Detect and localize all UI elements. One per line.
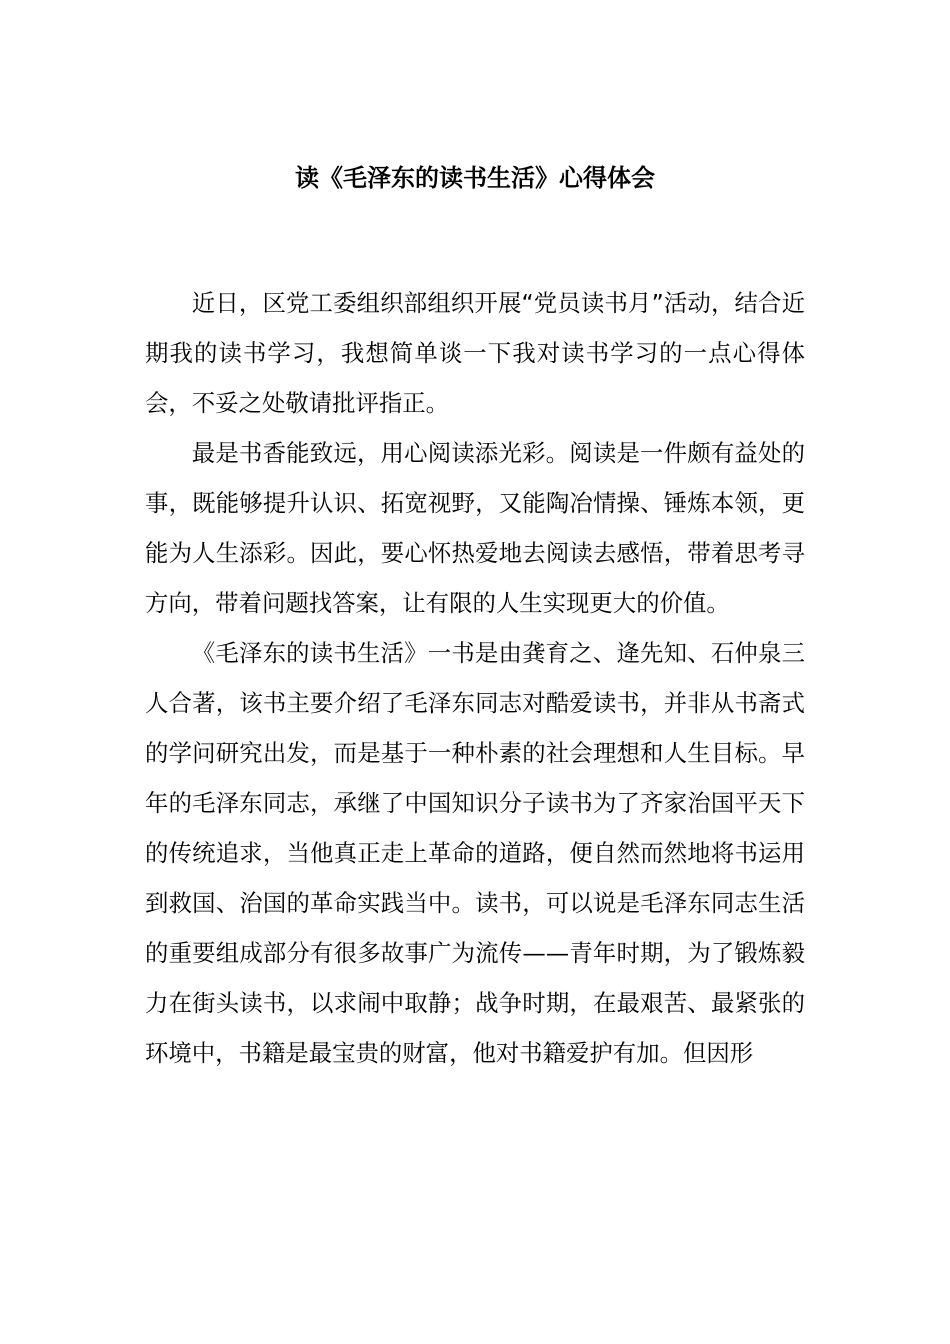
paragraph-2: 最是书香能致远，用心阅读添光彩。阅读是一件颇有益处的事，既能够提升认识、拓宽视野，又能陶冶情操、锤炼本领，更能为人生添彩。因此，要心怀热爱地去阅读去感悟，带着思考寻方向，带着问题找答案，让有限的人生实现更大的价值。 (145, 439, 805, 617)
paragraph-3: 《毛泽东的读书生活》一书是由龚育之、逄先知、石仲泉三人合著，该书主要介绍了毛泽东同志对酷爱读书，并非从书斋式的学问研究出发，而是基于一种朴素的社会理想和人生目标。早年的毛泽东同志，承继了中国知识分子读书为了齐家治国平天下的传统追求，当他真正走上革命的道路，便自然而然地将书运用到救国、治国的革命实践当中。读书，可以说是毛泽东同志生活的重要组成部分有很多故事广为流传——青年时期，为了锻炼毅力在街头读书，以求闹中取静；战争时期，在最艰苦、最紧张的环境中，书籍是最宝贵的财富，他对书籍爱护有加。但因形 (145, 639, 805, 1067)
document-body (145, 278, 805, 1078)
paragraph-1: 近日，区党工委组织部组织开展“党员读书月”活动，结合近期我的读书学习，我想简单谈一下我对读书学习的一点心得体会，不妥之处敬请批评指正。 (145, 289, 805, 417)
document-title: 读《毛泽东的读书生活》心得体会 (295, 164, 655, 192)
